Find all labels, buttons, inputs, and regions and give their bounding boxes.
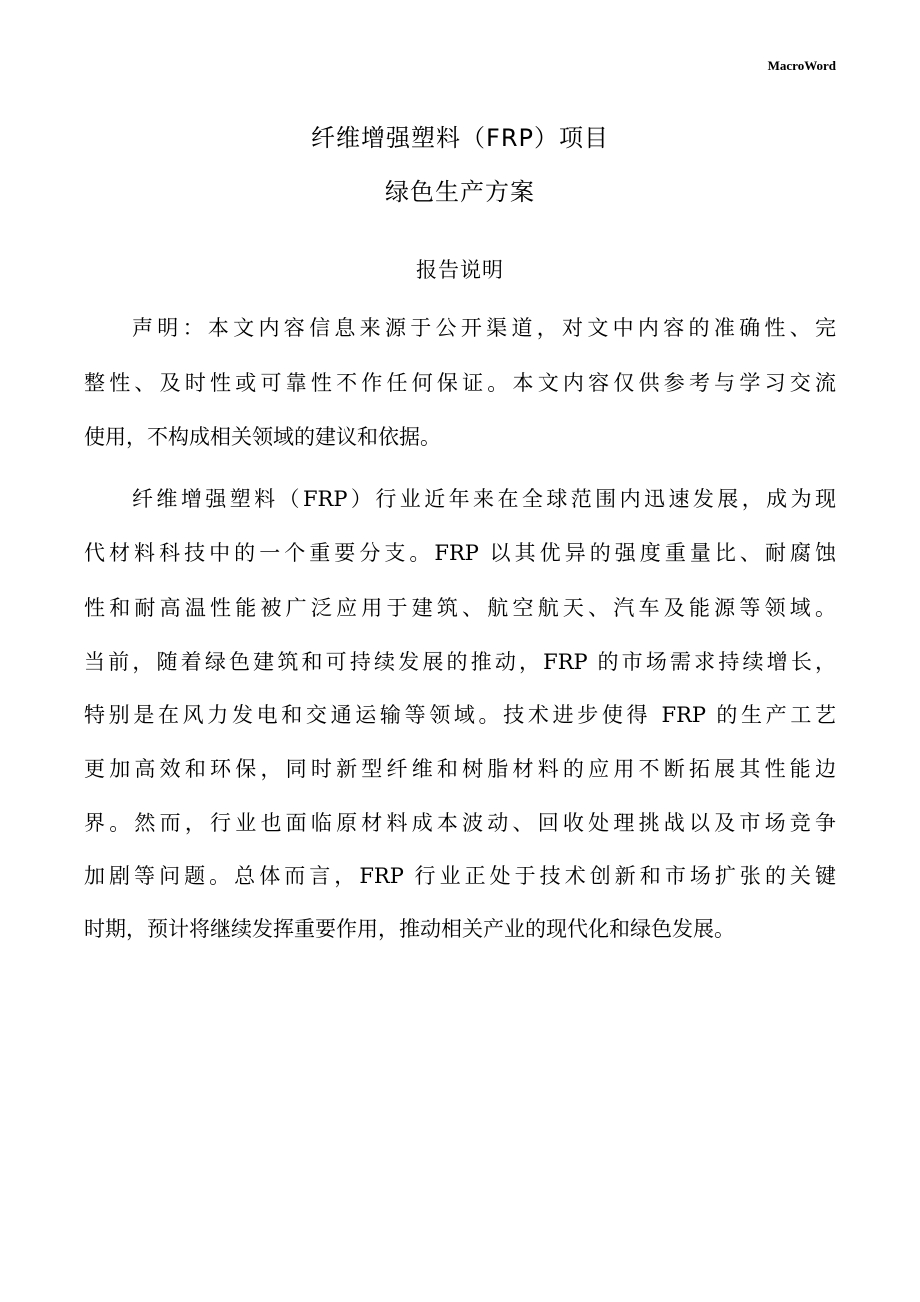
paragraph-line: 代材料科技中的一个重要分支。FRP 以其优异的强度重量比、耐腐蚀: [84, 541, 836, 565]
paragraph-line: 纤维增强塑料（FRP）行业近年来在全球范围内迅速发展，成为现: [132, 487, 836, 511]
paragraph-line: 整性、及时性或可靠性不作任何保证。本文内容仅供参考与学习交流: [84, 371, 836, 395]
document-title-line-1: 纤维增强塑料（FRP）项目: [311, 124, 609, 152]
section-heading: 报告说明: [416, 258, 504, 282]
paragraph-line: 性和耐高温性能被广泛应用于建筑、航空航天、汽车及能源等领域。: [84, 596, 836, 620]
paragraph-line: 声明：本文内容信息来源于公开渠道，对文中内容的准确性、完: [132, 316, 836, 340]
paragraph-line: 更加高效和环保，同时新型纤维和树脂材料的应用不断拓展其性能边: [84, 757, 836, 781]
paragraph-line: 界。然而，行业也面临原材料成本波动、回收处理挑战以及市场竞争: [84, 811, 836, 835]
header-brand: MacroWord: [767, 58, 836, 73]
paragraph-line: 当前，随着绿色建筑和可持续发展的推动，FRP 的市场需求持续增长，: [84, 650, 836, 674]
paragraph-line: 特别是在风力发电和交通运输等领域。技术进步使得 FRP 的生产工艺: [84, 703, 836, 727]
paragraph-line: 时期，预计将继续发挥重要作用，推动相关产业的现代化和绿色发展。: [84, 917, 735, 941]
paragraph-line: 加剧等问题。总体而言，FRP 行业正处于技术创新和市场扩张的关键: [84, 864, 836, 888]
document-title-line-2: 绿色生产方案: [385, 178, 535, 206]
paragraph-line: 使用，不构成相关领域的建议和依据。: [84, 425, 441, 449]
